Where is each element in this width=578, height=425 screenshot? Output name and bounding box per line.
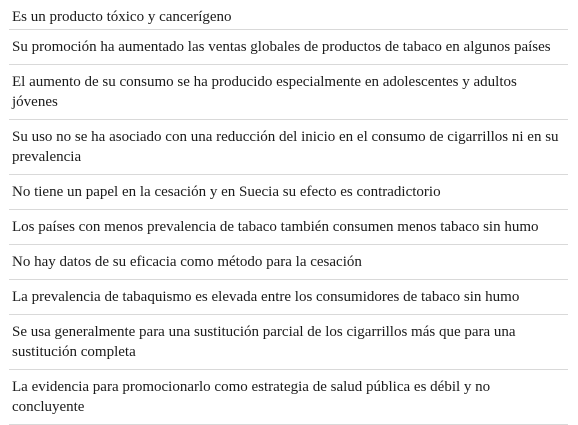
table-row: Se usa generalmente para una sustitución parcial de los cigarrillos más que para una sustitución completa	[9, 314, 568, 369]
table-row: Su promoción ha aumentado las ventas globales de productos de tabaco en algunos países	[9, 29, 568, 64]
table-row: El aumento de su consumo se ha producido especialmente en adolescentes y adultos jóvenes	[9, 64, 568, 119]
table-row: No hay datos de su eficacia como método para la cesación	[9, 244, 568, 279]
table-row: La evidencia para promocionarlo como estrategia de salud pública es débil y no concluyente	[9, 369, 568, 425]
table-row: Su uso no se ha asociado con una reducción del inicio en el consumo de cigarrillos ni en su prevalencia	[9, 119, 568, 174]
table-row: Los países con menos prevalencia de tabaco también consumen menos tabaco sin humo	[9, 209, 568, 244]
table-row: La prevalencia de tabaquismo es elevada entre los consumidores de tabaco sin humo	[9, 279, 568, 314]
table-row: Es un producto tóxico y cancerígeno	[9, 0, 568, 29]
table-row: No tiene un papel en la cesación y en Suecia su efecto es contradictorio	[9, 174, 568, 209]
statements-table	[9, 0, 568, 425]
